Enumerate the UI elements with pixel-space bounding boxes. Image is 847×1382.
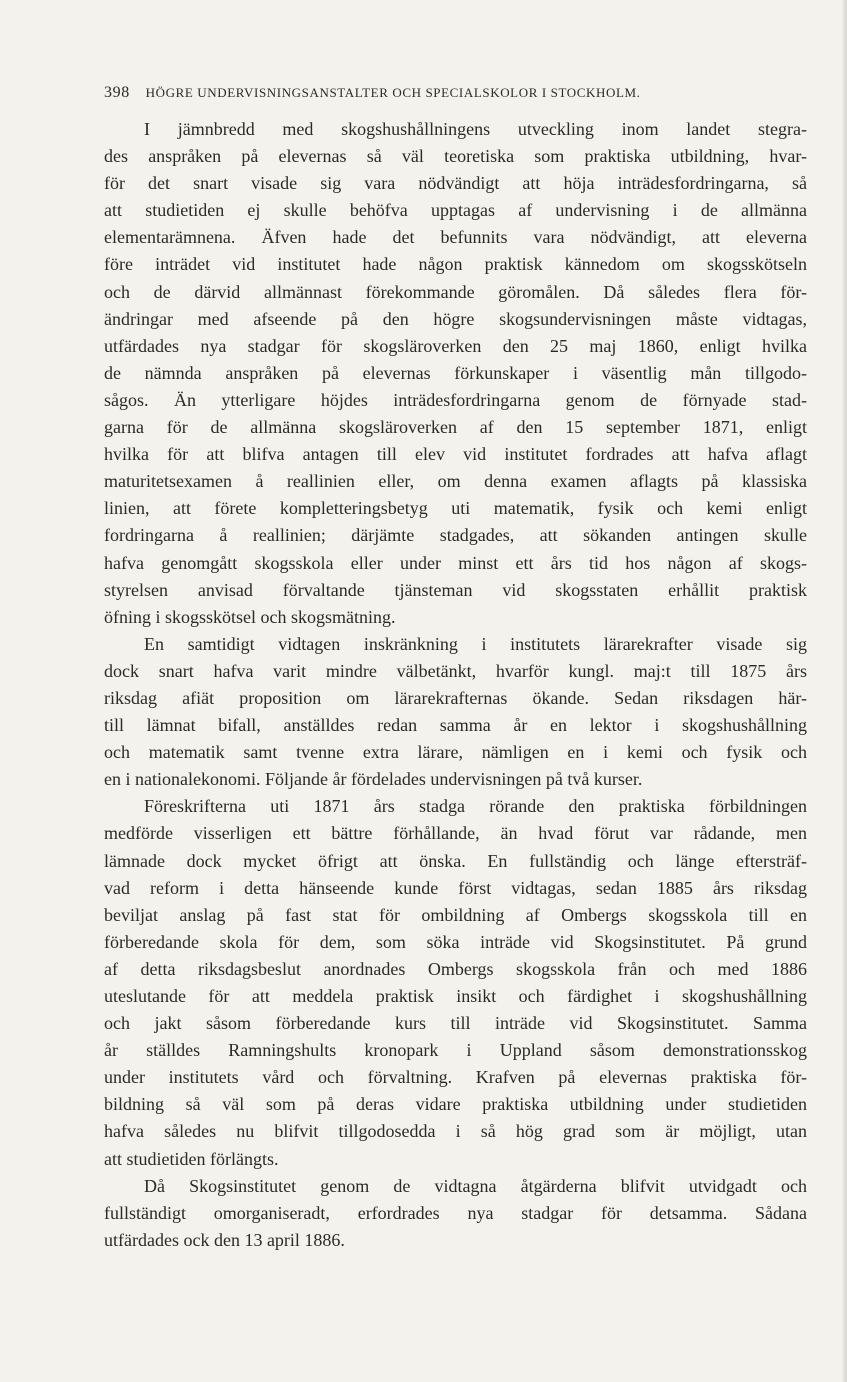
text-line: bildning så väl som på deras vidare praktiska utbildning under studietiden: [104, 1094, 807, 1115]
text-line: att studietiden förlängts.: [104, 1148, 279, 1169]
text-line: Då Skogsinstitutet genom de vidtagna åtgärderna blifvit utvidgadt och: [144, 1175, 807, 1196]
running-header: [104, 84, 804, 102]
text-line: des anspråken på elevernas så väl teoretiska som praktiska utbildning, hvar-: [104, 146, 807, 167]
text-line: utfärdades nya stadgar för skogsläroverken den 25 maj 1860, enligt hvilka: [104, 335, 807, 356]
text-line: förberedande skola för dem, som söka inträde vid Skogsinstitutet. På grund: [104, 931, 807, 952]
text-line: fordringarna å reallinien; därjämte stadgades, att sökanden antingen skulle: [104, 525, 807, 546]
text-line: hafva genomgått skogsskola eller under minst ett års tid hos någon af skogs-: [104, 552, 807, 573]
text-line: till lämnat bifall, anställdes redan samma år en lektor i skogshushållning: [104, 715, 807, 736]
text-line: dock snart hafva varit mindre välbetänkt, hvarför kungl. maj:t till 1875 års: [104, 660, 807, 681]
text-line: En samtidigt vidtagen inskränkning i institutets lärarekrafter visade sig: [144, 633, 807, 654]
text-line: styrelsen anvisad förvaltande tjänsteman vid skogsstaten erhållit praktisk: [104, 579, 807, 600]
text-line: och jakt såsom förberedande kurs till inträde vid Skogsinstitutet. Samma: [104, 1013, 807, 1034]
text-line: fullständigt omorganiseradt, erfordrades nya stadgar för detsamma. Sådana: [104, 1202, 807, 1223]
running-title: HÖGRE UNDERVISNINGSANSTALTER OCH SPECIALSKOLOR I STOCKHOLM.: [145, 85, 641, 100]
text-line: riksdag afiät proposition om lärarekrafternas ökande. Sedan riksdagen här-: [104, 687, 807, 708]
text-line: före inträdet vid institutet hade någon praktisk kännedom om skogsskötseln: [104, 254, 807, 275]
text-line: de nämnda anspråken på elevernas förkunskaper i väsentlig mån tillgodo-: [104, 362, 807, 383]
text-line: utfärdades ock den 13 april 1886.: [104, 1229, 345, 1250]
page-number: 398: [104, 84, 130, 101]
text-line: uteslutande för att meddela praktisk insikt och färdighet i skogshushållning: [104, 986, 807, 1006]
text-line: och matematik samt tvenne extra lärare, nämligen en i kemi och fysik och: [104, 742, 807, 763]
text-line: lämnade dock mycket öfrigt att önska. En fullständig och länge eftersträf-: [104, 850, 807, 871]
text-line: Föreskrifterna uti 1871 års stadga rörande den praktiska förbildningen: [144, 796, 807, 817]
text-line: ändringar med afseende på den högre skogsundervisningen måste vidtagas,: [104, 308, 807, 329]
text-line: vad reform i detta hänseende kunde först vidtagas, sedan 1885 års riksdag: [104, 877, 807, 898]
text-line: under institutets vård och förvaltning. Krafven på elevernas praktiska för-: [104, 1067, 807, 1088]
text-line: för det snart visade sig vara nödvändigt att höja inträdesfordringarna, så: [104, 173, 807, 194]
text-line: en i nationalekonomi. Följande år fördelades undervisningen på två kurser.: [104, 769, 643, 790]
text-line: beviljat anslag på fast stat för ombildning af Ombergs skogsskola till en: [104, 904, 807, 925]
text-line: öfning i skogsskötsel och skogsmätning.: [104, 606, 396, 627]
text-line: sågos. Än ytterligare höjdes inträdesfordringarna genom de förnyade stad-: [104, 389, 807, 410]
scan-edge-shadow: [841, 0, 847, 1382]
text-line: maturitetsexamen å reallinien eller, om denna examen aflagts på klassiska: [104, 471, 807, 492]
text-line: elementarämnena. Äfven hade det befunnits vara nödvändigt, att eleverna: [104, 227, 807, 248]
text-line: linien, att förete kompletteringsbetyg uti matematik, fysik och kemi enligt: [104, 498, 807, 519]
text-line: hvilka för att blifva antagen till elev vid institutet fordrades att hafva aflagt: [104, 444, 807, 465]
text-line: I jämnbredd med skogshushållningens utveckling inom landet stegra-: [144, 119, 807, 139]
text-line: att studietiden ej skulle behöfva upptagas af undervisning i de allmänna: [104, 200, 807, 221]
text-line: hafva således nu blifvit tillgodosedda i så hög grad som är möjligt, utan: [104, 1121, 807, 1142]
body-text: [104, 116, 807, 1254]
text-line: af detta riksdagsbeslut anordnades Ombergs skogsskola från och med 1886: [104, 958, 807, 979]
text-line: och de därvid allmännast förekommande göromålen. Då således flera för-: [104, 281, 807, 302]
text-line: medförde visserligen ett bättre förhållande, än hvad förut var rådande, men: [104, 823, 807, 844]
text-line: år ställdes Ramningshults kronopark i Uppland såsom demonstrationsskog: [104, 1040, 807, 1061]
text-line: garna för de allmänna skogsläroverken af den 15 september 1871, enligt: [104, 417, 807, 438]
